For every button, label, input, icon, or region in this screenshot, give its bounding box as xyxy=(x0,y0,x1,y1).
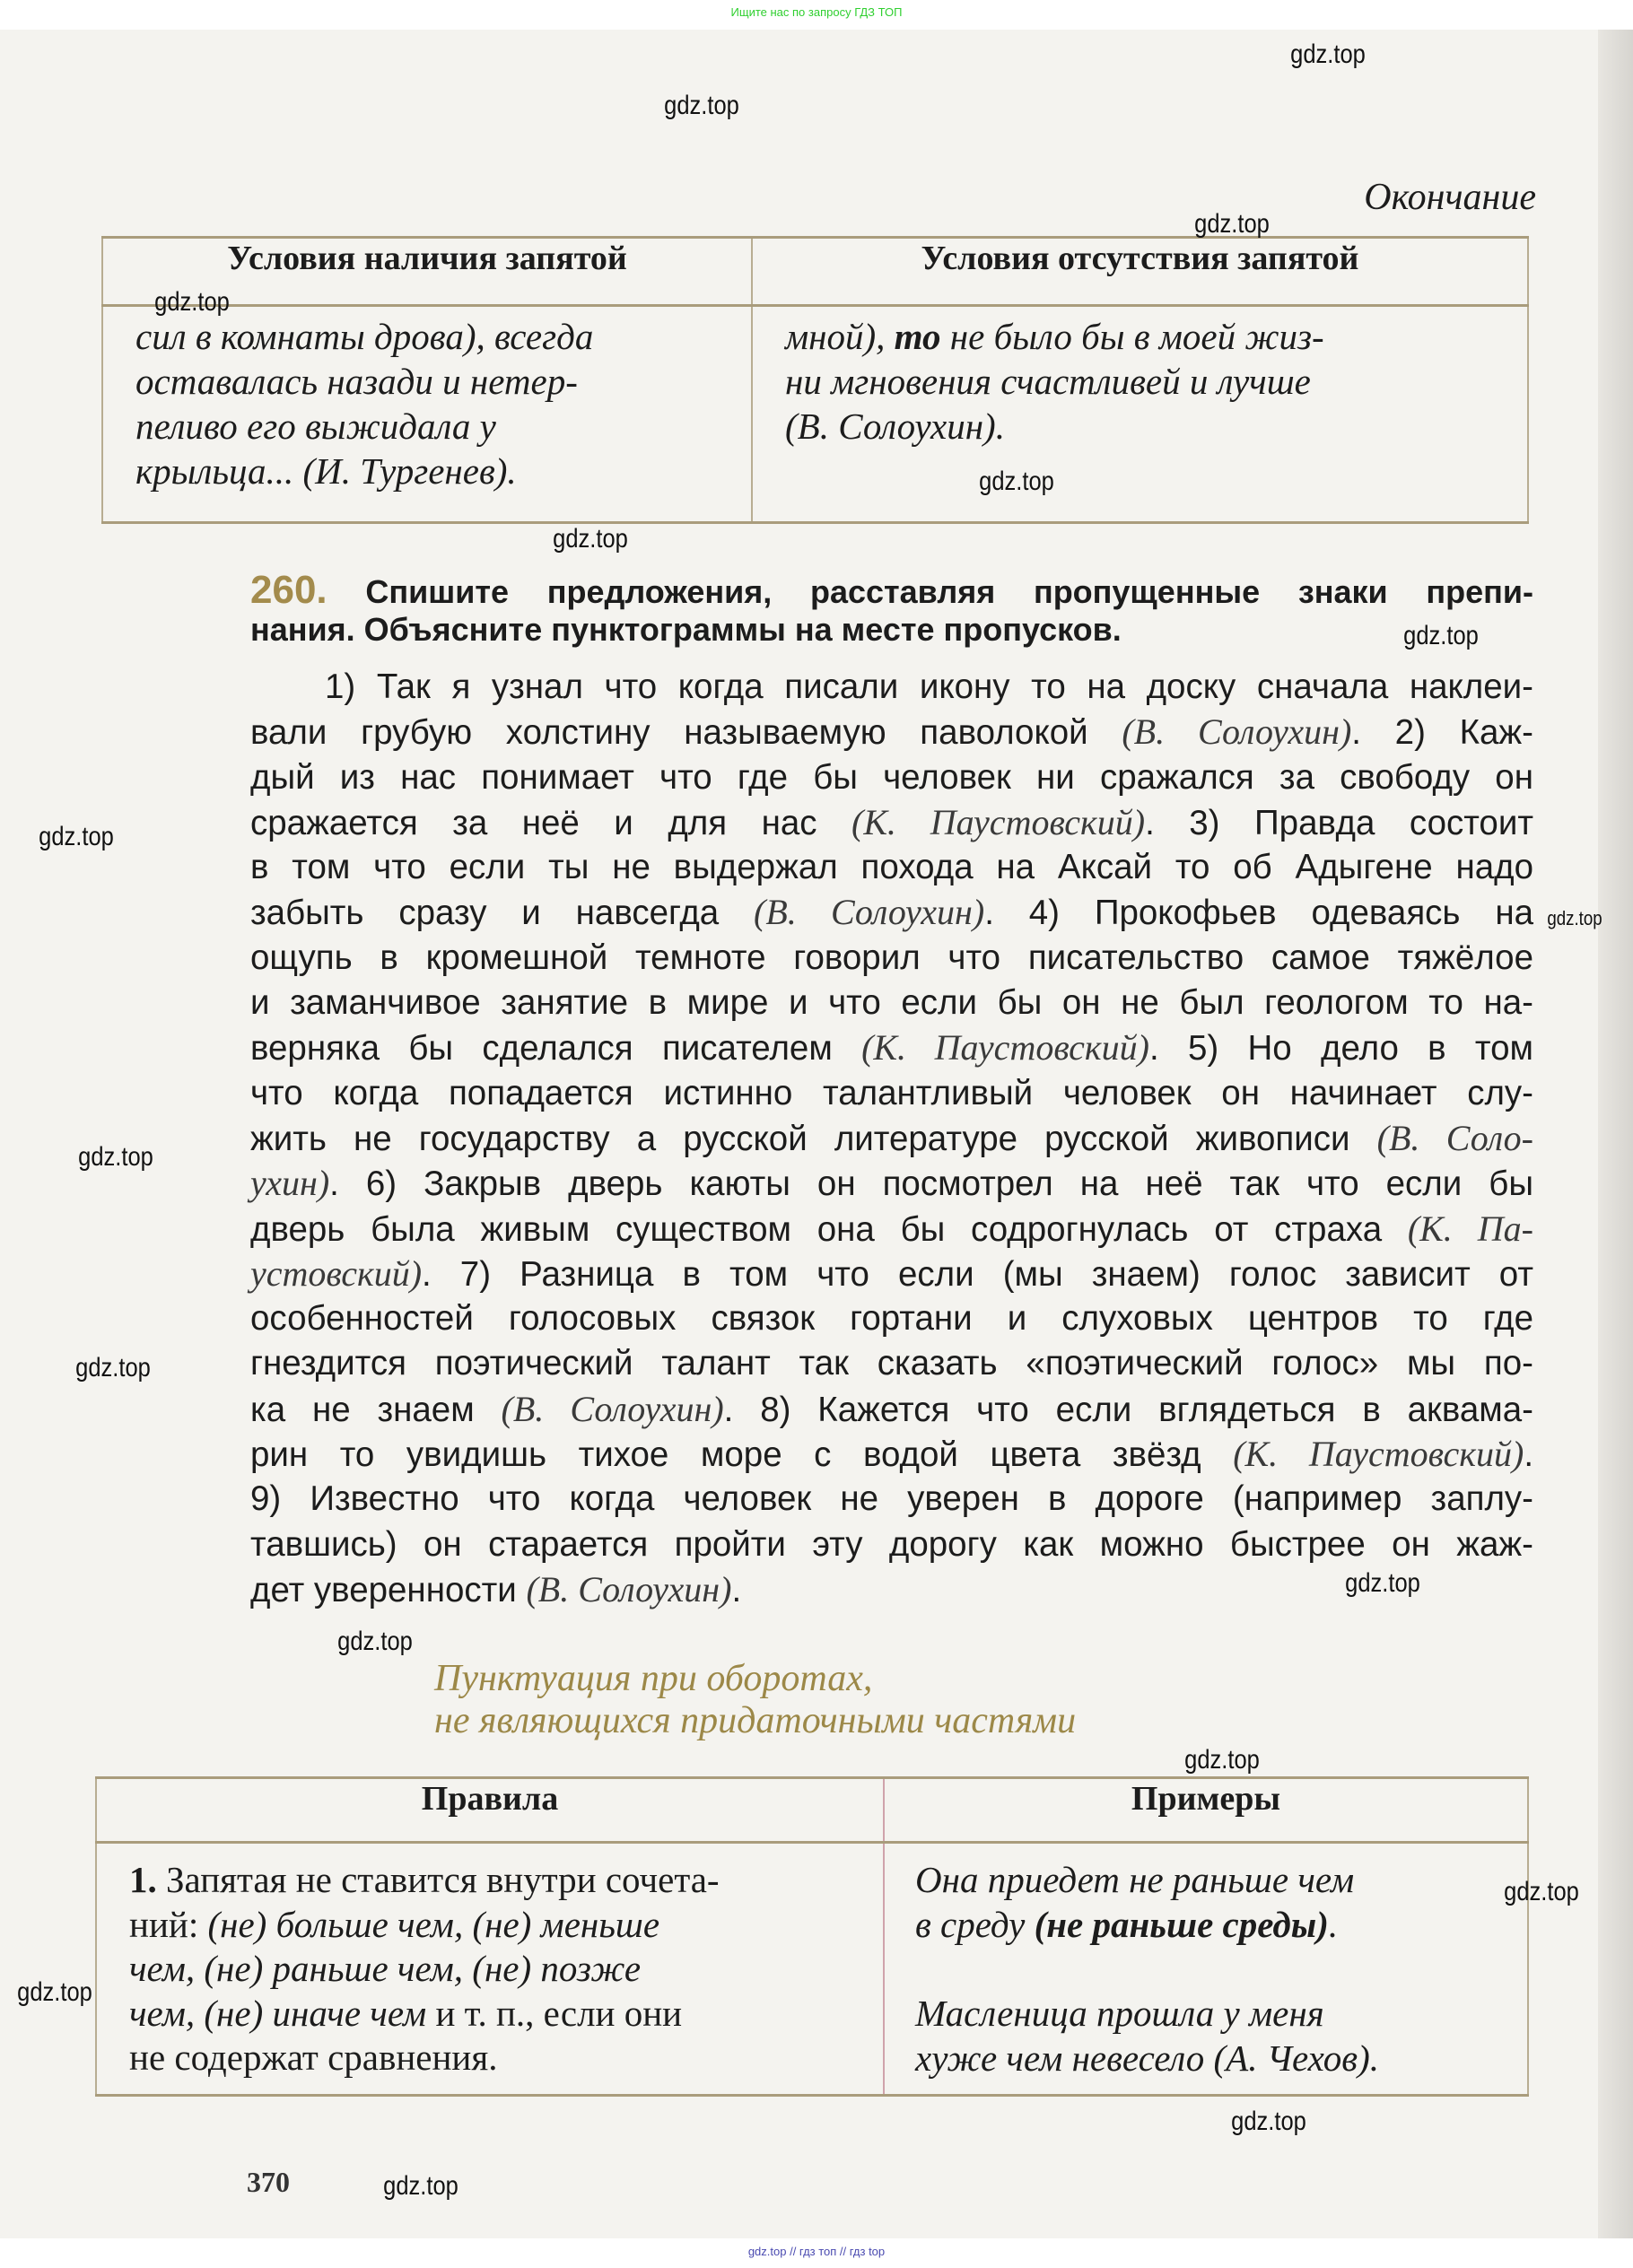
text-line xyxy=(785,314,1527,359)
text-segment: в том что если ты не выдержал похода на Аксай то об Адыгене надо xyxy=(250,848,1533,887)
table-header-comma-present: Условия наличия запятой xyxy=(102,238,752,306)
text-line xyxy=(915,1903,1527,1948)
text-segment: . 8) Кажется что если вглядеться в аквама- xyxy=(723,1390,1534,1429)
exercise-task xyxy=(250,568,1533,650)
italic-text: устовский) xyxy=(250,1252,423,1294)
table-cell-left xyxy=(102,306,752,523)
exercise-line xyxy=(250,845,1533,890)
exercise-line xyxy=(250,1567,1533,1612)
text-segment: крыльца... (И. Тургенев). xyxy=(135,450,517,492)
table-header-rules: Правила xyxy=(96,1778,884,1843)
text-segment: рин то увидишь тихое море с водой цвета звёзд xyxy=(250,1435,1234,1475)
text-segment: . 5) Но дело в том xyxy=(1148,1029,1533,1069)
exercise-line xyxy=(250,800,1533,845)
exercise-line xyxy=(250,1161,1533,1206)
text-segment: дый из нас понимает что где бы человек ни сражался за свободу он xyxy=(250,757,1533,797)
italic-text: (В. Солоухин) xyxy=(526,1568,732,1609)
text-segment: 1) Так я узнал что когда писали икону то на доску сначала наклеи- xyxy=(325,667,1533,706)
exercise-line xyxy=(250,1296,1533,1341)
italic-text: хуже чем невесело (А. Чехов). xyxy=(915,2037,1380,2079)
text-line xyxy=(915,1992,1527,2037)
exercise-line xyxy=(250,665,1533,710)
text-segment: и т. п., если они xyxy=(426,1992,683,2034)
exercise-line xyxy=(250,1025,1533,1070)
text-line xyxy=(135,404,751,449)
exercise-line xyxy=(250,755,1533,800)
text-line xyxy=(129,2036,883,2080)
text-segment: и заманчивое занятие в мире и что если бы он не был геологом то на- xyxy=(250,983,1533,1023)
text-segment: не было бы в моей жиз- xyxy=(940,316,1324,357)
text-segment: особенностей голосовых связок гортани и слуховых центров то где xyxy=(250,1299,1533,1339)
text-segment: . 4) Прокофьев одеваясь на xyxy=(984,894,1534,933)
exercise-line xyxy=(250,1207,1533,1252)
watermark: gdz.top xyxy=(1547,907,1602,929)
italic-text: (В. Соло- xyxy=(1376,1117,1533,1158)
exercise-line xyxy=(250,890,1533,935)
exercise-number: 260. xyxy=(250,568,327,612)
text-segment: жить не государству а русской литературе русской живописи xyxy=(250,1119,1377,1158)
text-segment: ка не знаем xyxy=(250,1390,502,1429)
text-segment: ни мгновения счастливей и лучше xyxy=(785,361,1311,402)
watermark: gdz.top xyxy=(664,91,739,120)
task-line: нания. Объясните пунктограммы на месте пропусков. xyxy=(250,611,1122,648)
watermark: gdz.top xyxy=(1290,39,1366,69)
text-segment: 9) Известно что когда человек не уверен в дороге (например заплу- xyxy=(250,1479,1533,1519)
text-line xyxy=(129,1903,883,1948)
text-segment: забыть сразу и навсегда xyxy=(250,894,755,933)
exercise-line xyxy=(250,1522,1533,1567)
text-segment: . xyxy=(1524,1435,1534,1475)
text-segment: . xyxy=(731,1570,742,1609)
italic-text: (не раньше среды) xyxy=(1034,1903,1329,1945)
text-line xyxy=(785,359,1527,404)
text-segment: мной), xyxy=(785,316,895,357)
text-line xyxy=(785,404,1527,449)
italic-text: в среду xyxy=(915,1903,1035,1945)
section-title xyxy=(434,1658,1076,1742)
watermark: gdz.top xyxy=(1504,1877,1579,1906)
bold-text: то xyxy=(894,316,941,357)
text-segment: пеливо его выжидала у xyxy=(135,406,496,447)
text-segment: оставалась назади и нетер- xyxy=(135,361,578,402)
watermark: gdz.top xyxy=(1231,2107,1306,2136)
text-segment: не содержат сравнения. xyxy=(129,2037,498,2078)
text-line xyxy=(135,314,751,359)
task-line: Спишите предложения, расставляя пропущенные знаки препи- xyxy=(365,573,1533,610)
watermark: gdz.top xyxy=(78,1142,153,1172)
italic-text: Она приедет не раньше чем xyxy=(915,1859,1355,1900)
watermark: gdz.top xyxy=(75,1353,151,1383)
text-segment: дверь была живым существом она бы содрогнулась от страха xyxy=(250,1209,1408,1249)
italic-text: чем, (не) иначе чем xyxy=(129,1992,427,2034)
table-header-examples: Примеры xyxy=(884,1778,1528,1843)
comma-conditions-table xyxy=(101,236,1529,524)
text-segment: сражается за неё и для нас xyxy=(250,803,852,842)
italic-text: (не) больше чем, (не) меньше xyxy=(207,1903,660,1945)
text-line xyxy=(129,1947,883,1992)
text-segment: тавшись) он старается пройти эту дорогу как можно быстрее он жаж- xyxy=(250,1524,1533,1564)
watermark: gdz.top xyxy=(39,822,114,851)
text-segment: гнездится поэтический талант так сказать «поэтический голос» мы по- xyxy=(250,1344,1533,1383)
table-cell-right xyxy=(752,306,1528,523)
footer-links: gdz.top // гдз топ // гдз top xyxy=(0,2238,1633,2268)
text-line xyxy=(915,1947,1527,1992)
text-segment: сил в комнаты дрова), всегда xyxy=(135,316,594,357)
italic-text: (К. Паустовский) xyxy=(1233,1434,1524,1475)
italic-text: (В. Солоухин) xyxy=(1122,711,1352,753)
text-segment: что когда попадается истинно талантливый человек он начинает слу- xyxy=(250,1073,1533,1112)
exercise-line xyxy=(250,1432,1533,1477)
watermark: gdz.top xyxy=(17,1977,92,2007)
search-banner: Ищите нас по запросу ГДЗ ТОП xyxy=(0,0,1633,30)
italic-text: (В. Солоухин) xyxy=(754,892,985,933)
text-segment: ощупь в кромешной темноте говорил что писательство самое тяжёлое xyxy=(250,938,1533,977)
italic-text: . xyxy=(1328,1903,1339,1945)
watermark: gdz.top xyxy=(1345,1568,1420,1598)
text-segment: вали грубую холстину называемую паволокой xyxy=(250,713,1122,753)
exercise-line xyxy=(250,1116,1533,1161)
italic-text: (К. Паустовский) xyxy=(861,1027,1149,1069)
page-edge xyxy=(1598,30,1633,2238)
italic-text: (В. Солоухин) xyxy=(501,1388,724,1429)
text-segment: . 6) Закрыв дверь каюты он посмотрел на неё так что если бы xyxy=(329,1165,1533,1204)
text-segment: (В. Солоухин). xyxy=(785,406,1005,447)
text-line xyxy=(135,449,751,493)
watermark: gdz.top xyxy=(383,2171,458,2201)
table-header-comma-absent: Условия отсутствия запятой xyxy=(752,238,1528,306)
text-segment: Запятая не ставится внутри сочета- xyxy=(156,1859,720,1900)
exercise-line xyxy=(250,710,1533,755)
rules-examples-table xyxy=(95,1776,1529,2097)
watermark: gdz.top xyxy=(1194,209,1270,239)
exercise-line xyxy=(250,1387,1533,1432)
text-segment: . 2) Каж- xyxy=(1351,713,1533,753)
page-number: 370 xyxy=(247,2166,290,2198)
italic-text: ухин) xyxy=(250,1163,330,1204)
exercise-line xyxy=(250,936,1533,981)
watermark: gdz.top xyxy=(553,524,628,554)
text-segment: . 7) Разница в том что если (мы знаем) голос зависит от xyxy=(422,1254,1533,1294)
watermark: gdz.top xyxy=(979,467,1054,496)
text-line xyxy=(129,1858,883,1903)
exercise-line xyxy=(250,1477,1533,1522)
exercise-text xyxy=(250,665,1533,1612)
text-line xyxy=(915,1858,1527,1903)
example-cell xyxy=(884,1843,1528,2096)
exercise-line xyxy=(250,981,1533,1025)
section-title-line: Пунктуация при оборотах, xyxy=(434,1658,873,1699)
text-segment: . 3) Правда состоит xyxy=(1145,803,1533,842)
italic-text: (К. Паустовский) xyxy=(851,801,1146,842)
italic-text: Масленица прошла у меня xyxy=(915,1993,1324,2034)
continuation-label: Окончание xyxy=(1364,177,1536,218)
text-line xyxy=(135,359,751,404)
italic-text: чем, (не) раньше чем, (не) позже xyxy=(129,1948,642,1989)
watermark: gdz.top xyxy=(1184,1745,1260,1775)
section-title-line: не являющихся придаточными частями xyxy=(434,1700,1077,1741)
exercise-line xyxy=(250,1341,1533,1386)
text-line xyxy=(129,1992,883,2037)
exercise-line xyxy=(250,1252,1533,1296)
text-segment: дет уверенности xyxy=(250,1570,527,1609)
italic-text: (К. Па- xyxy=(1407,1208,1533,1249)
watermark: gdz.top xyxy=(154,287,230,317)
text-line xyxy=(915,2037,1527,2081)
text-segment: ний: xyxy=(129,1903,208,1945)
bold-text: 1. xyxy=(129,1859,157,1900)
watermark: gdz.top xyxy=(337,1627,413,1656)
watermark: gdz.top xyxy=(1403,621,1479,650)
rule-cell xyxy=(96,1843,884,2096)
text-segment: верняка бы сделался писателем xyxy=(250,1029,862,1069)
exercise-line xyxy=(250,1071,1533,1116)
